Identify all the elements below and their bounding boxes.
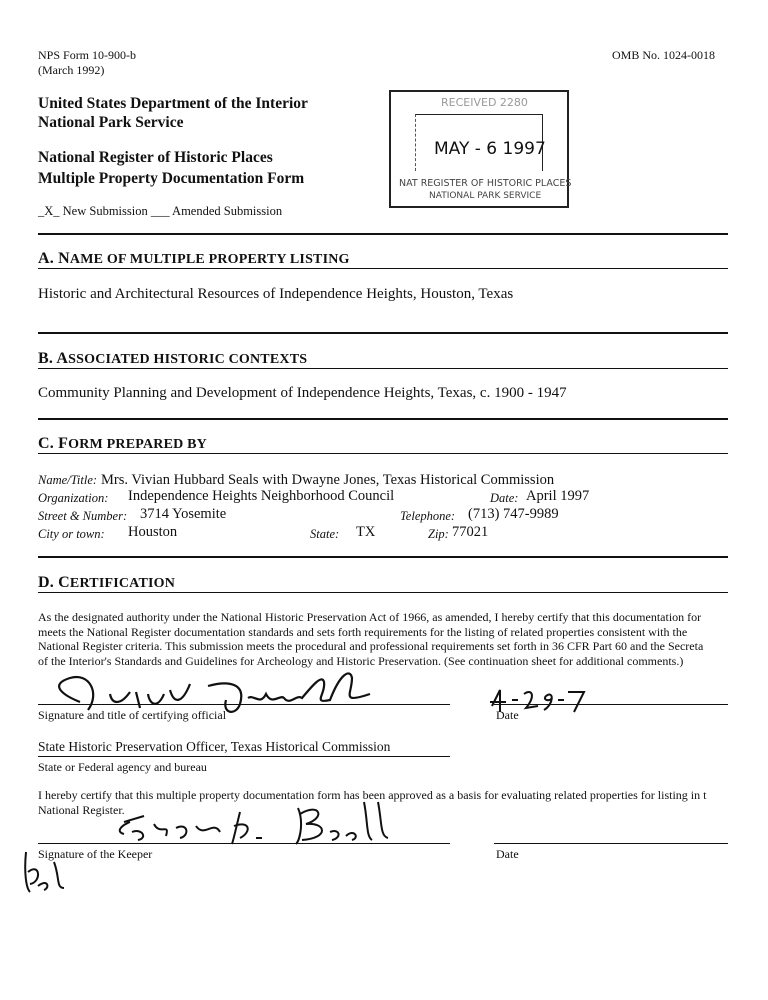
divider <box>38 418 728 420</box>
date-label: Date: <box>490 491 519 505</box>
agency-label: State or Federal agency and bureau <box>38 760 207 774</box>
divider <box>38 332 728 334</box>
keeper-date-line <box>494 843 728 844</box>
department-line-1: United States Department of the Interior <box>38 95 308 112</box>
certifying-official-label: Signature and title of certifying official <box>38 708 227 722</box>
section-c-title: C. FORM PREPARED BY <box>38 435 207 452</box>
divider <box>38 556 728 558</box>
agency-line <box>38 756 450 757</box>
name-title-label: Name/Title: <box>38 473 98 487</box>
telephone-label: Telephone: <box>400 509 456 523</box>
signature-line <box>38 704 450 705</box>
keeper-date-label: Date <box>496 847 519 861</box>
keeper-certification-text: I hereby certify that this multiple property documentation form has been approved as a basis for evaluating related properties for listing in t National Register. <box>38 788 707 817</box>
state-value: TX <box>356 524 376 540</box>
stamp-inner-box <box>415 114 546 171</box>
stamp-top-text: RECEIVED 2280 <box>441 96 528 109</box>
organization-label: Organization: <box>38 491 109 505</box>
city-label: City or town: <box>38 527 105 541</box>
form-title-line-1: National Register of Historic Places <box>38 149 273 166</box>
keeper-signature-line <box>38 843 450 844</box>
department-line-2: National Park Service <box>38 114 184 131</box>
name-title-value: Mrs. Vivian Hubbard Seals with Dwayne Jones, Texas Historical Commission <box>101 472 555 488</box>
state-label: State: <box>310 527 340 541</box>
form-number: NPS Form 10-900-b <box>38 48 137 62</box>
section-d-title: D. CERTIFICATION <box>38 574 176 591</box>
name-title-row <box>38 471 554 489</box>
multiple-property-listing-name: Historic and Architectural Resources of Independence Heights, Houston, Texas <box>38 286 514 302</box>
section-b-title: B. ASSOCIATED HISTORIC CONTEXTS <box>38 350 308 367</box>
stamp-line-1: NAT REGISTER OF HISTORIC PLACES <box>399 178 572 189</box>
divider <box>38 592 728 593</box>
zip-label: Zip: <box>428 527 449 541</box>
certifying-date-label: Date <box>496 708 519 722</box>
divider <box>38 268 728 269</box>
stamp-date: MAY - 6 1997 <box>434 139 546 159</box>
form-date: (March 1992) <box>38 63 105 77</box>
street-label: Street & Number: <box>38 509 128 523</box>
stamp-line-2: NATIONAL PARK SERVICE <box>429 191 542 201</box>
telephone-value: (713) 747-9989 <box>468 506 559 522</box>
submission-type: _X_ New Submission ___ Amended Submission <box>38 204 283 218</box>
divider <box>38 368 728 369</box>
historic-contexts-value: Community Planning and Development of Independence Heights, Texas, c. 1900 - 1947 <box>38 385 567 401</box>
section-a-title: A. NAME OF MULTIPLE PROPERTY LISTING <box>38 250 350 267</box>
city-value: Houston <box>128 524 178 540</box>
divider <box>38 453 728 454</box>
keeper-signature-label: Signature of the Keeper <box>38 847 153 861</box>
date-value: April 1997 <box>526 488 590 504</box>
omb-number: OMB No. 1024-0018 <box>612 48 716 62</box>
form-title-line-2: Multiple Property Documentation Form <box>38 170 305 187</box>
date-line <box>494 704 728 705</box>
divider <box>38 233 728 235</box>
certifier-title: State Historic Preservation Officer, Texas Historical Commission <box>38 739 391 754</box>
zip-value: 77021 <box>452 524 489 540</box>
certification-text: As the designated authority under the National Historic Preservation Act of 1966, as amended, I hereby certify that this documentation for meets the National Register documentation standards and sets forth requirements for the listing of related properties consistent with the National Register criteria. This submission meets the procedural and professional requirements set forth in 36 CFR Part 60 and the Secreta of the Interior's Standards and Guidelines for Archeology and Historic Preservation. (See continuation sheet for additional comments.) <box>38 610 704 668</box>
organization-value: Independence Heights Neighborhood Council <box>128 488 395 504</box>
received-stamp <box>389 90 572 208</box>
street-value: 3714 Yosemite <box>140 506 227 522</box>
